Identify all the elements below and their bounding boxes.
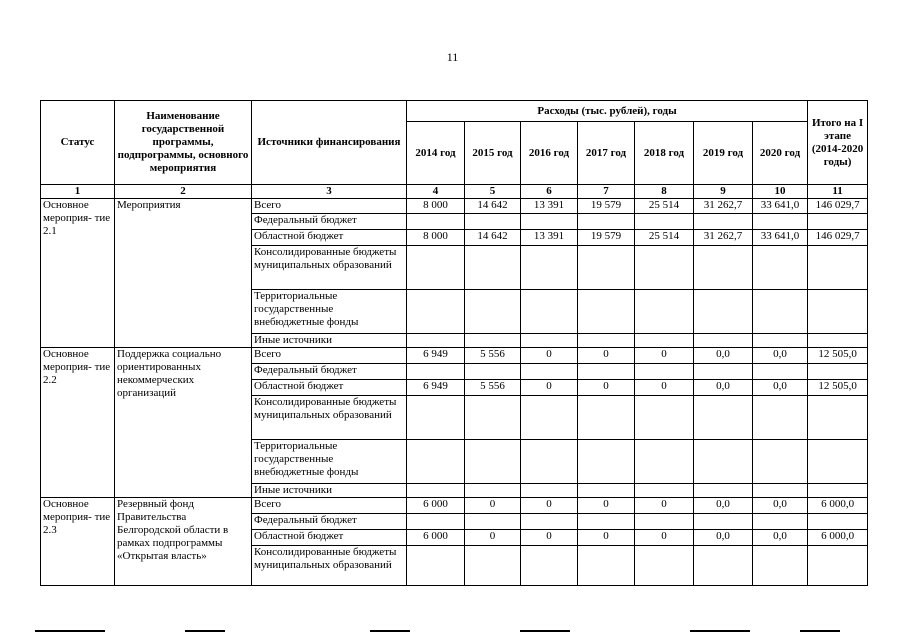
measure-name: Мероприятия bbox=[115, 199, 252, 348]
value-cell: 5 556 bbox=[465, 380, 521, 396]
header-year: 2016 год bbox=[521, 122, 578, 185]
source-label: Федеральный бюджет bbox=[252, 514, 407, 530]
value-cell: 0 bbox=[635, 498, 694, 514]
value-cell: 0,0 bbox=[753, 348, 808, 364]
value-cell: 33 641,0 bbox=[753, 230, 808, 246]
source-label: Иные источники bbox=[252, 334, 407, 348]
source-label: Всего bbox=[252, 498, 407, 514]
header-year: 2017 год bbox=[578, 122, 635, 185]
value-cell: 33 641,0 bbox=[753, 199, 808, 214]
table-row bbox=[41, 348, 868, 364]
value-cell: 0 bbox=[578, 498, 635, 514]
value-cell: 6 949 bbox=[407, 348, 465, 364]
header-year: 2018 год bbox=[635, 122, 694, 185]
value-cell: 0 bbox=[635, 348, 694, 364]
column-number: 5 bbox=[465, 185, 521, 199]
value-cell: 0 bbox=[521, 498, 578, 514]
source-label: Иные источники bbox=[252, 484, 407, 498]
scan-edge-lines bbox=[0, 630, 905, 633]
value-cell: 0,0 bbox=[694, 380, 753, 396]
value-cell: 0 bbox=[521, 530, 578, 546]
header-name: Наименование государственной программы, подпрограммы, основного мероприятия bbox=[115, 101, 252, 185]
value-cell: 0,0 bbox=[694, 530, 753, 546]
source-label: Федеральный бюджет bbox=[252, 214, 407, 230]
value-cell: 0,0 bbox=[753, 530, 808, 546]
source-label: Территориальные государственные внебюджетные фонды bbox=[252, 290, 407, 334]
value-cell: 31 262,7 bbox=[694, 199, 753, 214]
column-number: 3 bbox=[252, 185, 407, 199]
page-number: 11 bbox=[446, 50, 459, 64]
value-cell: 6 000,0 bbox=[808, 498, 868, 514]
table-row bbox=[41, 498, 868, 514]
value-cell: 0 bbox=[635, 530, 694, 546]
value-cell: 19 579 bbox=[578, 199, 635, 214]
source-label: Областной бюджет bbox=[252, 380, 407, 396]
header-status: Статус bbox=[41, 101, 115, 185]
value-cell: 146 029,7 bbox=[808, 199, 868, 214]
financing-table bbox=[40, 100, 868, 586]
header-year: 2014 год bbox=[407, 122, 465, 185]
value-cell: 0 bbox=[578, 380, 635, 396]
value-cell: 6 000 bbox=[407, 498, 465, 514]
value-cell: 6 000,0 bbox=[808, 530, 868, 546]
value-cell: 31 262,7 bbox=[694, 230, 753, 246]
value-cell: 6 949 bbox=[407, 380, 465, 396]
value-cell: 12 505,0 bbox=[808, 380, 868, 396]
source-label: Консолидированные бюджеты муниципальных образований bbox=[252, 546, 407, 586]
column-number: 8 bbox=[635, 185, 694, 199]
measure-name: Резервный фонд Правительства Белгородской области в рамках подпрограммы «Открытая власть» bbox=[115, 498, 252, 586]
value-cell: 146 029,7 bbox=[808, 230, 868, 246]
value-cell: 0,0 bbox=[753, 380, 808, 396]
column-number: 11 bbox=[808, 185, 868, 199]
header-total: Итого на I этапе (2014-2020 годы) bbox=[808, 101, 868, 185]
header-year: 2015 год bbox=[465, 122, 521, 185]
source-label: Консолидированные бюджеты муниципальных образований bbox=[252, 246, 407, 290]
value-cell: 8 000 bbox=[407, 230, 465, 246]
measure-status: Основное мероприя- тие 2.3 bbox=[41, 498, 115, 586]
value-cell: 0 bbox=[521, 380, 578, 396]
value-cell: 14 642 bbox=[465, 230, 521, 246]
value-cell: 14 642 bbox=[465, 199, 521, 214]
value-cell: 6 000 bbox=[407, 530, 465, 546]
column-number: 9 bbox=[694, 185, 753, 199]
column-number: 6 bbox=[521, 185, 578, 199]
value-cell: 0 bbox=[635, 380, 694, 396]
table-row bbox=[41, 199, 868, 214]
header-sources: Источники финансирования bbox=[252, 101, 407, 185]
value-cell: 0,0 bbox=[753, 498, 808, 514]
column-number: 7 bbox=[578, 185, 635, 199]
source-label: Федеральный бюджет bbox=[252, 364, 407, 380]
value-cell: 13 391 bbox=[521, 230, 578, 246]
source-label: Территориальные государственные внебюджетные фонды bbox=[252, 440, 407, 484]
column-number: 1 bbox=[41, 185, 115, 199]
value-cell: 0 bbox=[521, 348, 578, 364]
header-year: 2019 год bbox=[694, 122, 753, 185]
value-cell: 13 391 bbox=[521, 199, 578, 214]
header-year: 2020 год bbox=[753, 122, 808, 185]
value-cell: 25 514 bbox=[635, 199, 694, 214]
value-cell: 0,0 bbox=[694, 498, 753, 514]
source-label: Всего bbox=[252, 348, 407, 364]
source-label: Областной бюджет bbox=[252, 230, 407, 246]
column-number: 4 bbox=[407, 185, 465, 199]
header-expenses: Расходы (тыс. рублей), годы bbox=[407, 101, 808, 122]
value-cell: 12 505,0 bbox=[808, 348, 868, 364]
value-cell: 0 bbox=[465, 530, 521, 546]
value-cell: 25 514 bbox=[635, 230, 694, 246]
value-cell: 0 bbox=[465, 498, 521, 514]
value-cell: 0 bbox=[578, 530, 635, 546]
value-cell: 0,0 bbox=[694, 348, 753, 364]
value-cell: 0 bbox=[578, 348, 635, 364]
source-label: Консолидированные бюджеты муниципальных образований bbox=[252, 396, 407, 440]
column-number: 2 bbox=[115, 185, 252, 199]
source-label: Областной бюджет bbox=[252, 530, 407, 546]
measure-status: Основное мероприя- тие 2.1 bbox=[41, 199, 115, 348]
value-cell: 19 579 bbox=[578, 230, 635, 246]
column-number: 10 bbox=[753, 185, 808, 199]
value-cell: 8 000 bbox=[407, 199, 465, 214]
column-number-row bbox=[41, 185, 868, 199]
value-cell: 5 556 bbox=[465, 348, 521, 364]
measure-status: Основное мероприя- тие 2.2 bbox=[41, 348, 115, 498]
source-label: Всего bbox=[252, 199, 407, 214]
measure-name: Поддержка социально ориентированных некоммерческих организаций bbox=[115, 348, 252, 498]
